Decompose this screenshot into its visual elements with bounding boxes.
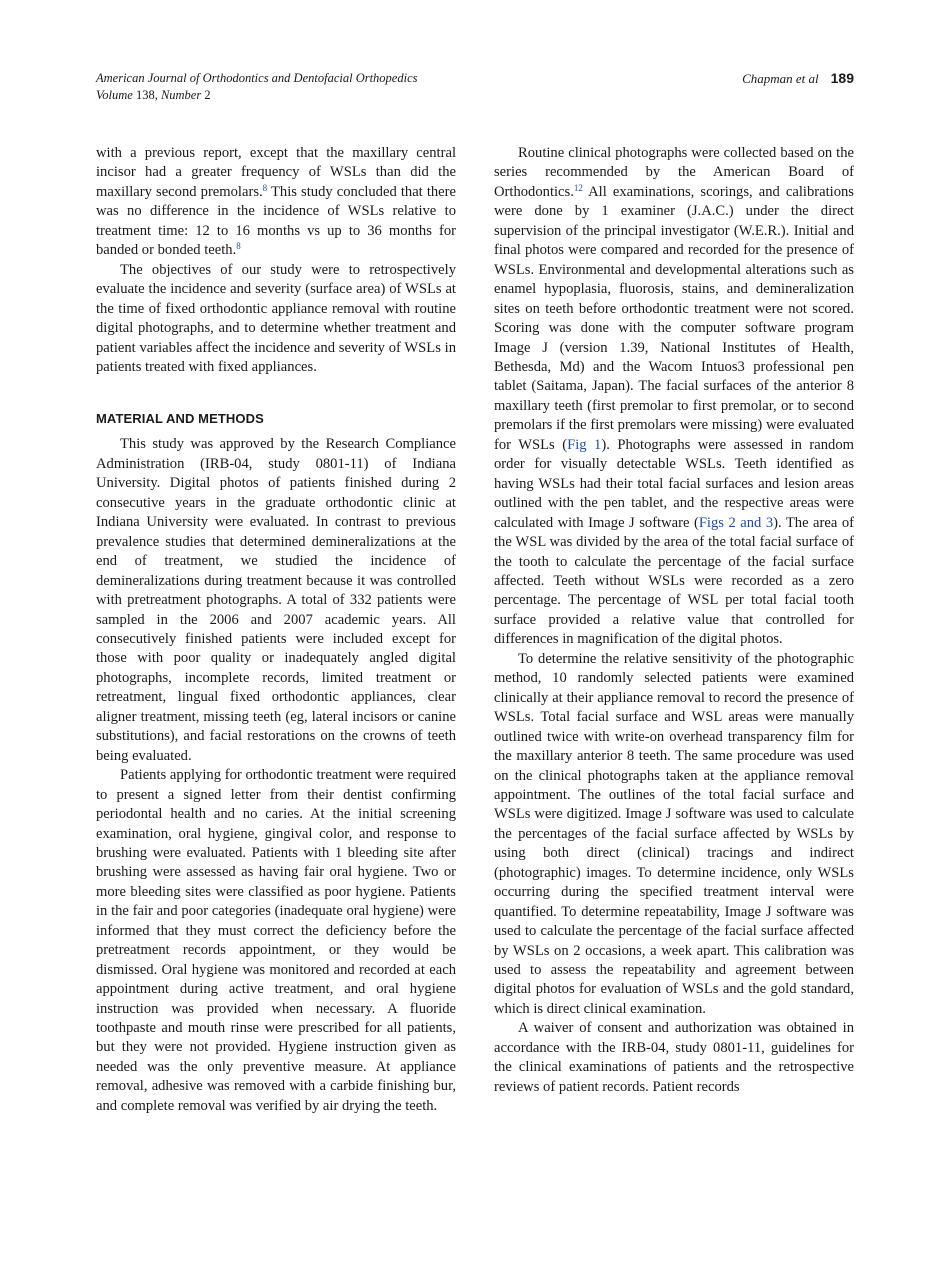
number-value: 2 — [204, 88, 211, 102]
journal-title: American Journal of Orthodontics and Dentofacial Orthopedics — [96, 71, 418, 85]
left-column — [96, 144, 456, 1116]
running-authors: Chapman et al — [742, 71, 819, 86]
reference-link[interactable]: 8 — [262, 182, 268, 193]
right-column — [494, 144, 854, 1097]
paragraph: This study was approved by the Research Compliance Administration (IRB-04, study 0801-11) of Indiana University. Digital photos of patients finished during 2 consecutive years in the graduate orthodontic clinic at Indiana University were evaluated. In contrast to previous prevalence studies that determined demineralizations at the end of treatment, we studied the incidence of demineralizations during treatment because it was controlled with pretreatment photographs. A total of 332 patients were sampled in the 2006 and 2007 academic years. All consecutively finished patients were included except for those with poor quality or inadequately angled digital photographs, incomplete records, limited treatment or retreatment, lingual fixed orthodontic appliances, clear aligner treatment, missing teeth (eg, lateral incisors or canine substitutions), and facial restorations on the crowns of teeth being evaluated. — [96, 436, 456, 764]
running-header — [96, 70, 854, 110]
reference-link[interactable]: 8 — [236, 241, 241, 252]
paragraph: Patients applying for orthodontic treatment were required to present a signed letter from their dentist confirming periodontal health and no caries. At the initial screening examination, oral hygiene, gingival color, and response to brushing were evaluated. Patients with 1 bleeding site after brushing were assessed as having fair oral hygiene. Two or more bleeding sites were classified as poor hygiene. Patients in the fair and poor categories (inadequate oral hygiene) were informed that they must correct the deficiency before the pretreatment records appointment, or they would be dismissed. Oral hygiene was monitored and recorded at each appointment during active treatment, and oral hygiene instruction was provided when necessary. A fluoride toothpaste and mouth rinse were prescribed for all patients, but they were not provided. Hygiene instruction given as needed was the only preventive measure. At appliance removal, adhesive was removed with a carbide finishing bur, and complete removal was verified by air drying the teeth. — [96, 767, 456, 1114]
text-run: ). Photographs were assessed in random order for visually detectable WSLs. Teeth identified as having WSLs had their total facial surfaces and lesion areas outlined with the pen tablet, and the respective areas were calculated with Image J software ( — [494, 436, 854, 531]
text-run: ). The area of the WSL was divided by the area of the total facial surface of the tooth to calculate the percentage of the facial surface affected. Teeth without WSLs were recorded as a zero percentage. The percentage of WSL per total facial tooth surface provided a relative value that controlled for differences in magnification of the digital photos. — [494, 514, 854, 648]
author-page — [742, 70, 854, 87]
volume-value: 138, — [135, 88, 161, 102]
volume-issue — [96, 87, 418, 104]
paragraph: A waiver of consent and authorization was obtained in accordance with the IRB-04, study 0801-11, guidelines for the clinical examinations of patients and the retrospective reviews of patient records. Patient records — [494, 1020, 854, 1095]
section-heading: MATERIAL AND METHODS — [96, 411, 264, 427]
paragraph — [494, 144, 854, 650]
reference-link[interactable]: 12 — [573, 182, 583, 193]
page-number: 189 — [830, 70, 854, 86]
figure-link[interactable]: Fig 1 — [567, 436, 602, 453]
paragraph: The objectives of our study were to retrospectively evaluate the incidence and severity (surface area) of WSLs at the time of fixed orthodontic appliance removal with routine digital photographs, and to determine whether treatment and patient variables affect the incidence and severity of WSLs in patients treated with fixed appliances. — [96, 261, 456, 375]
figure-link[interactable]: Figs 2 and 3 — [698, 514, 774, 531]
text-run: Routine clinical photographs were collected based on the series recommended by the American Board of Orthodontics. — [494, 145, 854, 200]
number-label: Number — [160, 88, 202, 102]
text-run: This study concluded that there was no difference in the incidence of WSLs relative to treatment time: 12 to 16 months vs up to 36 months for banded or bonded teeth. — [96, 183, 456, 259]
paragraph — [96, 144, 456, 261]
paragraph: To determine the relative sensitivity of the photographic method, 10 randomly selected patients were examined clinically at their appliance removal to record the presence of WSLs. Total facial surface and WSL areas were manually outlined twice with write-on overhead transparency film for the maxillary anterior 8 teeth. The same procedure was used on the clinical photographs taken at the appliance removal appointment. The outlines of the total facial surface and WSLs were digitized. Image J software was used to calculate the percentages of the facial surface affected by WSLs by using both direct (clinical) tracings and indirect (photographic) images. To determine incidence, only WSLs occurring during the specified treatment interval were quantified. To determine repeatability, Image J software was used to calculate the percentage of the facial surface affected by WSLs on 2 occasions, a week apart. This calibration was used to assess the repeatability and agreement between digital photos for evaluation of WSLs and the gold standard, which is direct clinical examination. — [494, 650, 854, 1017]
text-run: All examinations, scorings, and calibrations were done by 1 examiner (J.A.C.) under the direct supervision of the principal investigator (W.E.R.). Initial and final photos were compared and recorded for the presence of WSLs. Environmental and developmental alterations such as enamel hypoplasia, fluorosis, stains, and demineralization sites on teeth before orthodontic treatment were not scored. Scoring was done with the computer software program Image J (version 1.39, National Institutes of Health, Bethesda, Md) and the Wacom Intuos3 professional pen tablet (Saitama, Japan). The facial surfaces of the anterior 8 maxillary teeth (first premolar to first premolar, or to second premolars if the first premolars were missing) were evaluated for WSLs ( — [494, 183, 854, 453]
volume-label: Volume — [96, 88, 133, 102]
text-run: with a previous report, except that the maxillary central incisor had a greater frequency of WSLs than did the maxillary second premolars. — [96, 145, 456, 200]
journal-citation — [96, 70, 418, 104]
